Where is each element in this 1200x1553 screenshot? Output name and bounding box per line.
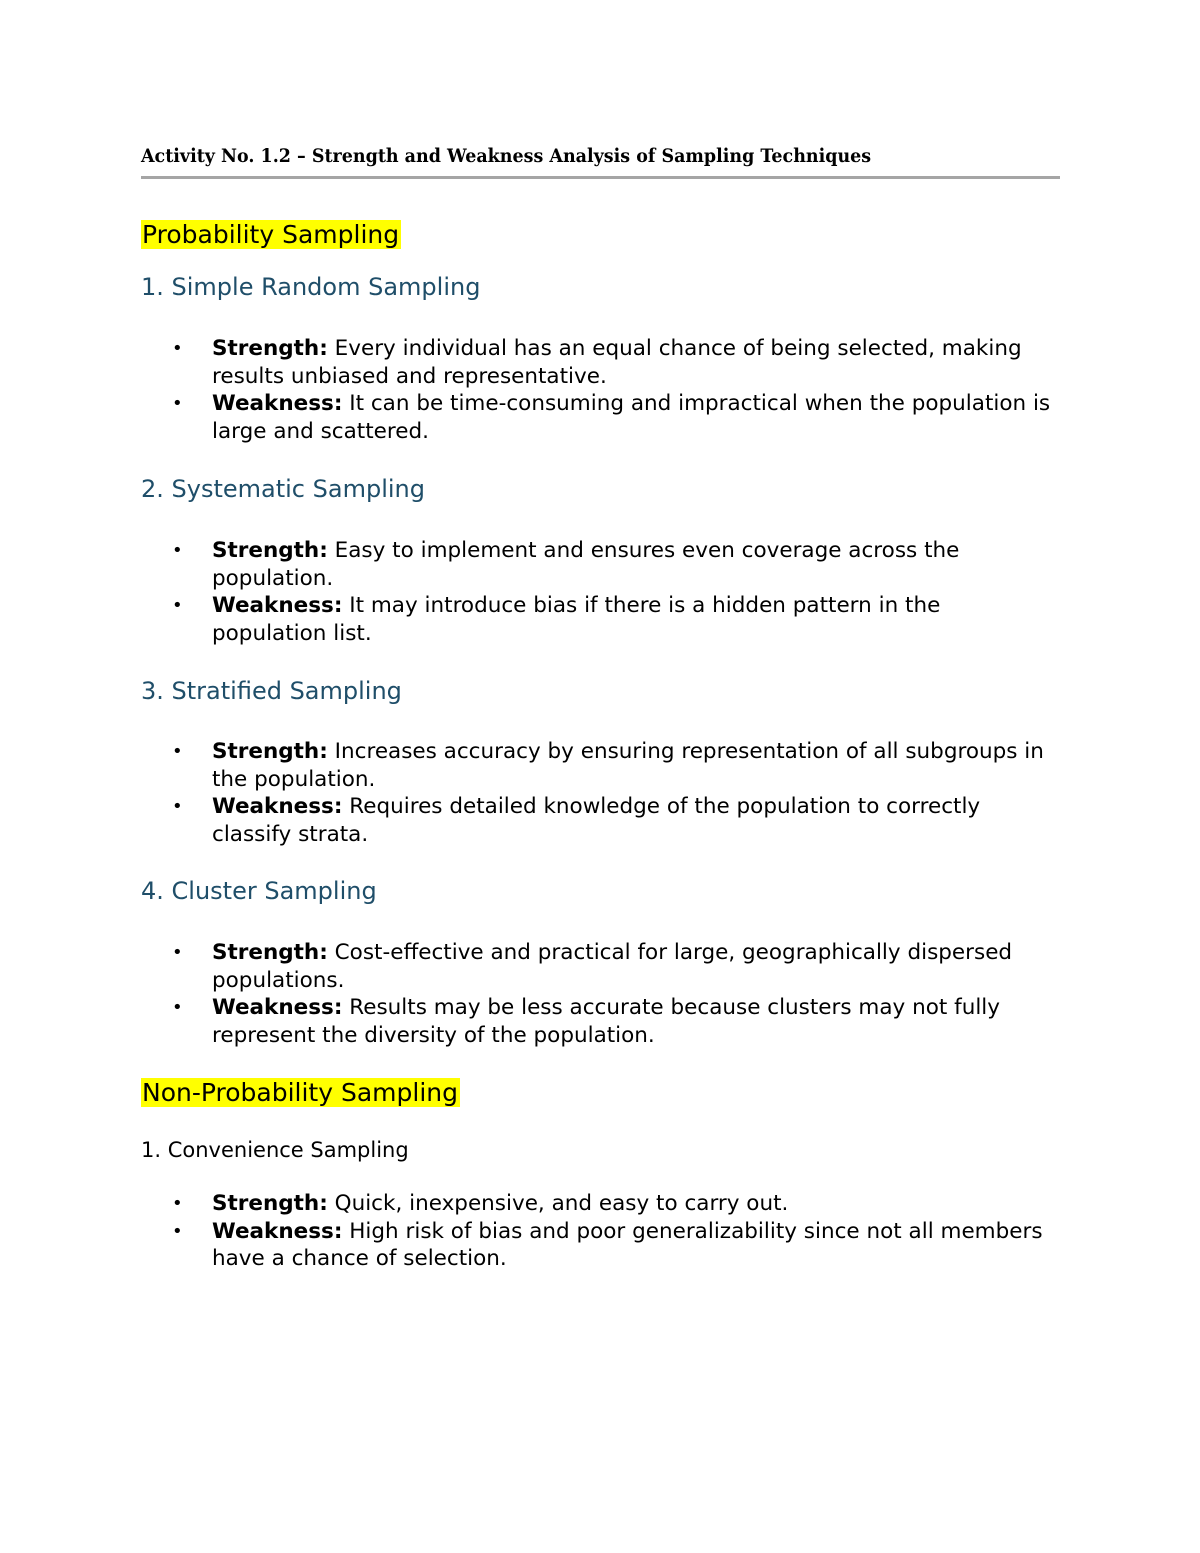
bullet-icon: • [172,595,183,616]
weakness-text: Requires detailed knowledge of the population to correctly classify strata. [212,794,981,847]
strength-bullet [141,1190,1060,1218]
strength-text: Every individual has an equal chance of being selected, making results unbiased and representative. [212,336,1022,389]
weakness-bullet [141,793,1060,848]
bullet-list [141,1190,1060,1273]
weakness-text: It can be time-consuming and impractical when the population is large and scattered. [212,391,1051,444]
page-title: Activity No. 1.2 – Strength and Weakness Analysis of Sampling Techniques [141,145,872,167]
strength-text: Quick, inexpensive, and easy to carry out. [327,1191,789,1216]
bullet-icon: • [172,393,183,414]
item-heading-systematic: 2. Systematic Sampling [141,475,425,503]
strength-text: Easy to implement and ensures even coverage across the population. [212,538,960,591]
bullet-list [141,335,1060,445]
strength-label: Strength: [212,538,328,563]
weakness-label: Weakness: [212,593,343,618]
weakness-label: Weakness: [212,794,343,819]
strength-text: Cost-effective and practical for large, geographically dispersed populations. [212,940,1013,993]
strength-bullet [141,738,1060,793]
weakness-text: High risk of bias and poor generalizability since not all members have a chance of selection. [212,1218,1043,1271]
bullet-icon: • [172,942,183,963]
highlighted-title: Probability Sampling [142,220,400,249]
weakness-text: It may introduce bias if there is a hidden pattern in the population list. [212,593,941,646]
weakness-text: Results may be less accurate because clusters may not fully represent the diversity of the population. [212,995,1000,1048]
bullet-list [141,738,1060,848]
weakness-label: Weakness: [212,995,343,1020]
bullet-icon: • [172,997,183,1018]
section-heading-non-probability [141,1076,460,1110]
item-heading-simple-random: 1. Simple Random Sampling [141,273,481,301]
header-divider [141,176,1060,179]
bullet-icon: • [172,1220,183,1242]
weakness-bullet [141,994,1060,1049]
strength-bullet [141,335,1060,390]
bullet-icon: • [172,540,183,561]
bullet-list [141,537,1060,647]
strength-bullet [141,537,1060,592]
strength-bullet [141,939,1060,994]
weakness-bullet [141,592,1060,647]
bullet-icon: • [172,741,183,762]
bullet-icon: • [172,796,183,817]
bullet-list [141,939,1060,1049]
weakness-bullet [141,1218,1060,1273]
item-heading-stratified: 3. Stratified Sampling [141,677,402,705]
strength-label: Strength: [212,1191,328,1216]
weakness-bullet [141,390,1060,445]
strength-label: Strength: [212,739,328,764]
item-heading-convenience: 1. Convenience Sampling [141,1138,409,1162]
strength-label: Strength: [212,336,328,361]
bullet-icon: • [172,1193,183,1214]
bullet-icon: • [172,338,183,359]
highlighted-title: Non-Probability Sampling [142,1078,458,1107]
strength-label: Strength: [212,940,328,965]
item-heading-cluster: 4. Cluster Sampling [141,877,377,905]
section-heading-probability [141,218,401,252]
weakness-label: Weakness: [212,391,343,416]
strength-text: Increases accuracy by ensuring representation of all subgroups in the population. [212,739,1044,792]
weakness-label: Weakness: [212,1218,343,1244]
